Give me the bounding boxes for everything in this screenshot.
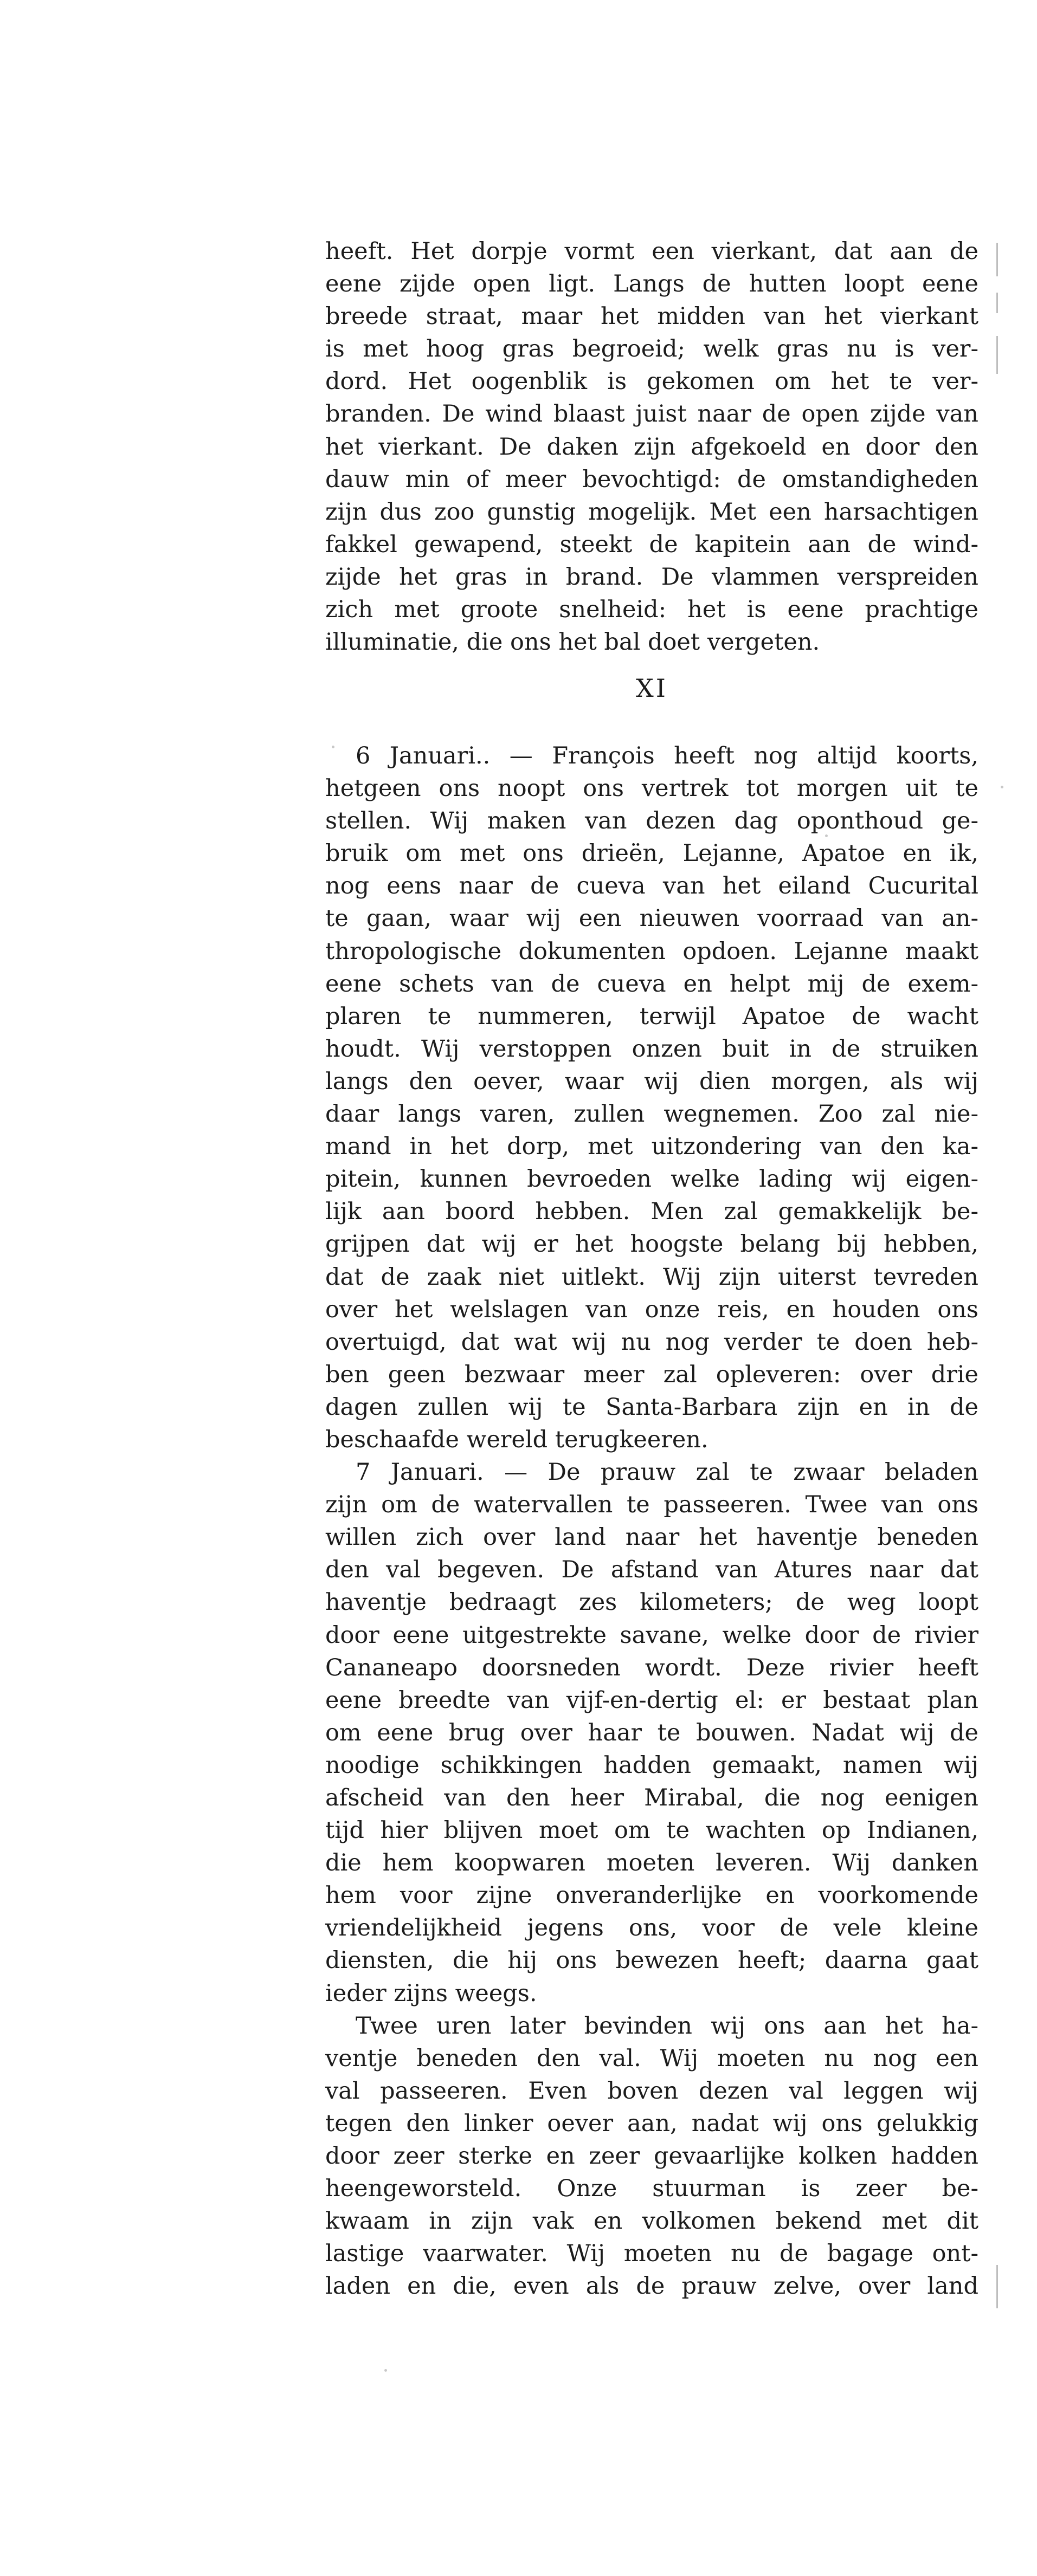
text-line: heengeworsteld. Onze stuurman is zeer be-: [325, 2175, 978, 2203]
text-line: vriendelijkheid jegens ons, voor de vele kleine: [325, 1914, 978, 1942]
paper-speck: [825, 834, 828, 837]
margin-rule: [996, 293, 998, 313]
text-line: te gaan, waar wij een nieuwen voorraad van an-: [325, 905, 978, 933]
text-line: door zeer sterke en zeer gevaarlijke kolken hadden: [325, 2143, 978, 2170]
text-line: bruik om met ons drieën, Lejanne, Apatoe en ik,: [325, 840, 978, 868]
text-line: Twee uren later bevinden wij ons aan het ha-: [356, 2012, 978, 2040]
text-line: zijn dus zoo gunstig mogelijk. Met een harsachtigen: [325, 498, 978, 526]
text-line: over het welslagen van onze reis, en houden ons: [325, 1296, 978, 1323]
text-line: tegen den linker oever aan, nadat wij ons gelukkig: [325, 2109, 978, 2137]
text-line: eene breedte van vijf-en-dertig el: er bestaat plan: [325, 1686, 978, 1714]
text-line: noodige schikkingen hadden gemaakt, namen wij: [325, 1751, 978, 1779]
text-block-top: [325, 235, 978, 658]
text-line: het vierkant. De daken zijn afgekoeld en door den: [325, 433, 978, 461]
text-line: dord. Het oogenblik is gekomen om het te ver-: [325, 368, 978, 396]
text-line: heeft. Het dorpje vormt een vierkant, dat aan de: [325, 238, 978, 265]
text-line: fakkel gewapend, steekt de kapitein aan de wind-: [325, 530, 978, 558]
margin-rule: [996, 243, 998, 276]
text-line: dauw min of meer bevochtigd: de omstandigheden: [325, 465, 978, 493]
text-line: illuminatie, die ons het bal doet vergeten.: [325, 629, 820, 656]
text-line: plaren te nummeren, terwijl Apatoe de wacht: [325, 1002, 978, 1030]
text-line: ben geen bezwaar meer zal opleveren: over drie: [325, 1361, 978, 1388]
text-line: lastige vaarwater. Wij moeten nu de bagage ont-: [325, 2240, 978, 2268]
text-line: ventje beneden den val. Wij moeten nu nog een: [325, 2044, 978, 2072]
section-heading: XI: [636, 674, 668, 703]
text-line: lijk aan boord hebben. Men zal gemakkelijk be-: [325, 1198, 978, 1226]
text-line: breede straat, maar het midden van het vierkant: [325, 303, 978, 331]
text-line: dat de zaak niet uitlekt. Wij zijn uiterst tevreden: [325, 1263, 978, 1291]
text-line: 7 Januari. — De prauw zal te zwaar beladen: [356, 1459, 978, 1486]
text-line: branden. De wind blaast juist naar de open zijde van: [325, 400, 978, 428]
text-line: daar langs varen, zullen wegnemen. Zoo zal nie-: [325, 1101, 978, 1128]
text-line: nog eens naar de cueva van het eiland Cucurital: [325, 872, 978, 900]
text-line: den val begeven. De afstand van Atures naar dat: [325, 1556, 978, 1584]
text-line: zijde het gras in brand. De vlammen verspreiden: [325, 563, 978, 591]
text-line: dagen zullen wij te Santa-Barbara zijn en in de: [325, 1393, 978, 1421]
paper-speck: [332, 746, 334, 748]
text-line: overtuigd, dat wat wij nu nog verder te doen heb-: [325, 1328, 978, 1356]
text-line: kwaam in zijn vak en volkomen bekend met dit: [325, 2208, 978, 2235]
text-line: eene schets van de cueva en helpt mij de exem-: [325, 970, 978, 998]
paper-speck: [384, 2369, 387, 2372]
text-line: mand in het dorp, met uitzondering van den ka-: [325, 1133, 978, 1161]
text-line: afscheid van den heer Mirabal, die nog eenigen: [325, 1784, 978, 1811]
paper-speck: [1001, 786, 1003, 788]
text-line: laden en die, even als de prauw zelve, over land: [325, 2273, 978, 2300]
text-line: hem voor zijne onveranderlijke en voorkomende: [325, 1882, 978, 1910]
text-line: haventje bedraagt zes kilometers; de weg loopt: [325, 1589, 978, 1616]
text-line: ieder zijns weegs.: [325, 1979, 537, 2007]
margin-rule: [996, 2265, 998, 2308]
text-line: zich met groote snelheid: het is eene prachtige: [325, 596, 978, 624]
text-line: stellen. Wij maken van dezen dag oponthoud ge-: [325, 807, 978, 835]
text-line: eene zijde open ligt. Langs de hutten loopt eene: [325, 270, 978, 298]
text-line: door eene uitgestrekte savane, welke door de rivier: [325, 1621, 978, 1649]
text-line: om eene brug over haar te bouwen. Nadat wij de: [325, 1719, 978, 1746]
text-line: hetgeen ons noopt ons vertrek tot morgen uit te: [325, 775, 978, 802]
text-line: zijn om de watervallen te passeeren. Twee van ons: [325, 1491, 978, 1519]
text-line: houdt. Wij verstoppen onzen buit in de struiken: [325, 1035, 978, 1063]
text-line: grijpen dat wij er het hoogste belang bij hebben,: [325, 1231, 978, 1258]
text-line: tijd hier blijven moet om te wachten op Indianen,: [325, 1817, 978, 1844]
text-line: diensten, die hij ons bewezen heeft; daarna gaat: [325, 1947, 978, 1975]
text-line: is met hoog gras begroeid; welk gras nu is ver-: [325, 335, 978, 363]
text-line: pitein, kunnen bevroeden welke lading wij eigen-: [325, 1166, 978, 1193]
text-line: willen zich over land naar het haventje beneden: [325, 1524, 978, 1551]
margin-rule: [996, 336, 998, 374]
text-block-bottom: [325, 740, 978, 2303]
text-line: 6 Januari.. — François heeft nog altijd koorts,: [356, 742, 978, 769]
text-line: die hem koopwaren moeten leveren. Wij danken: [325, 1849, 978, 1877]
text-line: beschaafde wereld terugkeeren.: [325, 1426, 708, 1453]
text-line: langs den oever, waar wij dien morgen, als wij: [325, 1067, 978, 1095]
text-line: Cananeapo doorsneden wordt. Deze rivier heeft: [325, 1654, 978, 1681]
text-line: val passeeren. Even boven dezen val leggen wij: [325, 2077, 978, 2105]
text-line: thropologische dokumenten opdoen. Lejanne maakt: [325, 937, 978, 965]
